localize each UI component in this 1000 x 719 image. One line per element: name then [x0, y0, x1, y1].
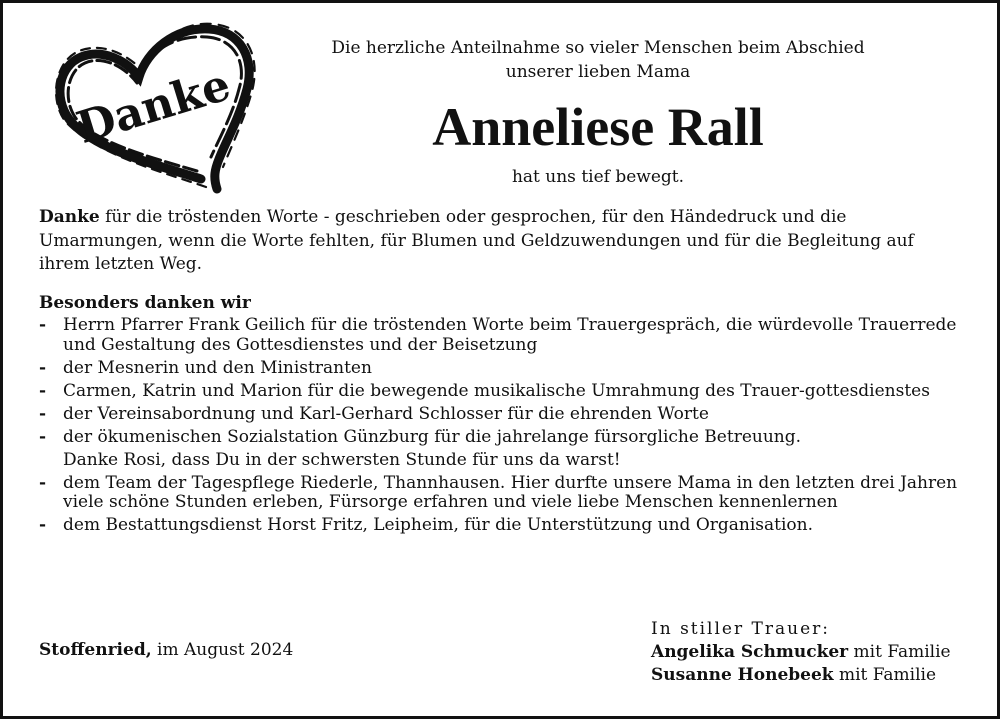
mourner-name: Angelika Schmucker — [651, 642, 849, 662]
mourners-heading: In stiller Trauer: — [651, 619, 830, 639]
thanks-item — [39, 405, 959, 425]
heart-label: Danke — [71, 59, 237, 155]
thanks-paragraph-text: für die tröstenden Worte - geschrieben oder gesprochen, für den Händedruck und die Umarmungen, wenn die Worte fehlten, für Blumen und Geldzuwendungen und für die Begleitung auf ihrem letzten Weg. — [39, 207, 914, 274]
thanks-item-text: der Vereinsabordnung und Karl-Gerhard Schlosser für die ehrenden Worte — [63, 403, 709, 424]
deceased-name: Anneliese Rall — [432, 97, 764, 157]
thanks-item — [39, 382, 959, 402]
special-thanks-heading: Besonders danken wir — [39, 293, 251, 313]
thanks-item-text: dem Bestattungsdienst Horst Fritz, Leipheim, für die Unterstützung und Organisation. — [63, 515, 814, 535]
thanks-item — [39, 359, 959, 379]
mourner-suffix: mit Familie — [838, 665, 937, 685]
dash-bullet: - — [39, 403, 47, 424]
thanks-paragraph — [39, 206, 959, 277]
mourner-suffix: mit Familie — [853, 642, 951, 662]
dash-bullet: - — [39, 426, 47, 447]
thanks-item — [39, 451, 959, 471]
dash-bullet: - — [39, 472, 47, 493]
thanks-item-text: der Mesnerin und den Ministranten — [63, 357, 372, 378]
date: im August 2024 — [157, 640, 294, 660]
place-date — [39, 639, 293, 661]
thanks-list — [39, 316, 959, 539]
thanks-item — [39, 474, 959, 513]
dash-bullet: - — [39, 380, 47, 401]
thanks-item-text: dem Team der Tagespflege Riederle, Thannhausen. Hier durfte unsere Mama in den letzten drei Jahren viele schöne Stunden erleben, Fürsorge erfahren und viele liebe Menschen kennenlernen — [63, 472, 958, 512]
mourner-line — [651, 664, 951, 687]
thanks-item — [39, 316, 959, 355]
thanks-lead-word: Danke — [39, 207, 100, 227]
mourners-block — [651, 618, 951, 687]
thanks-item-text: der ökumenischen Sozialstation Günzburg für die jahrelange fürsorgliche Betreuung. — [63, 426, 802, 447]
mourner-line — [651, 641, 951, 664]
place: Stoffenried, — [39, 640, 152, 660]
thanks-item — [39, 516, 959, 536]
dash-bullet: - — [39, 515, 47, 535]
thanks-item-text: Danke Rosi, dass Du in der schwersten Stunde für uns da warst! — [63, 449, 621, 470]
intro-line-3: hat uns tief bewegt. — [511, 167, 685, 187]
mourner-name: Susanne Honebeek — [651, 665, 834, 685]
thanks-item — [39, 428, 959, 448]
dash-bullet: - — [39, 315, 47, 335]
thanks-item-text: Herrn Pfarrer Frank Geilich für die tröstenden Worte beim Trauergespräch, die würdevolle Trauerrede und Gestaltung des Gottesdienstes und der Beisetzung — [63, 315, 957, 355]
intro-line-1: Die herzliche Anteilnahme so vieler Menschen beim Abschied — [331, 38, 865, 58]
intro-line-2: unserer lieben Mama — [505, 62, 691, 82]
thanks-item-text: Carmen, Katrin und Marion für die bewegende musikalische Umrahmung des Trauer-gottesdienstes — [63, 380, 930, 401]
heart-icon — [51, 21, 263, 199]
dash-bullet: - — [39, 357, 47, 378]
